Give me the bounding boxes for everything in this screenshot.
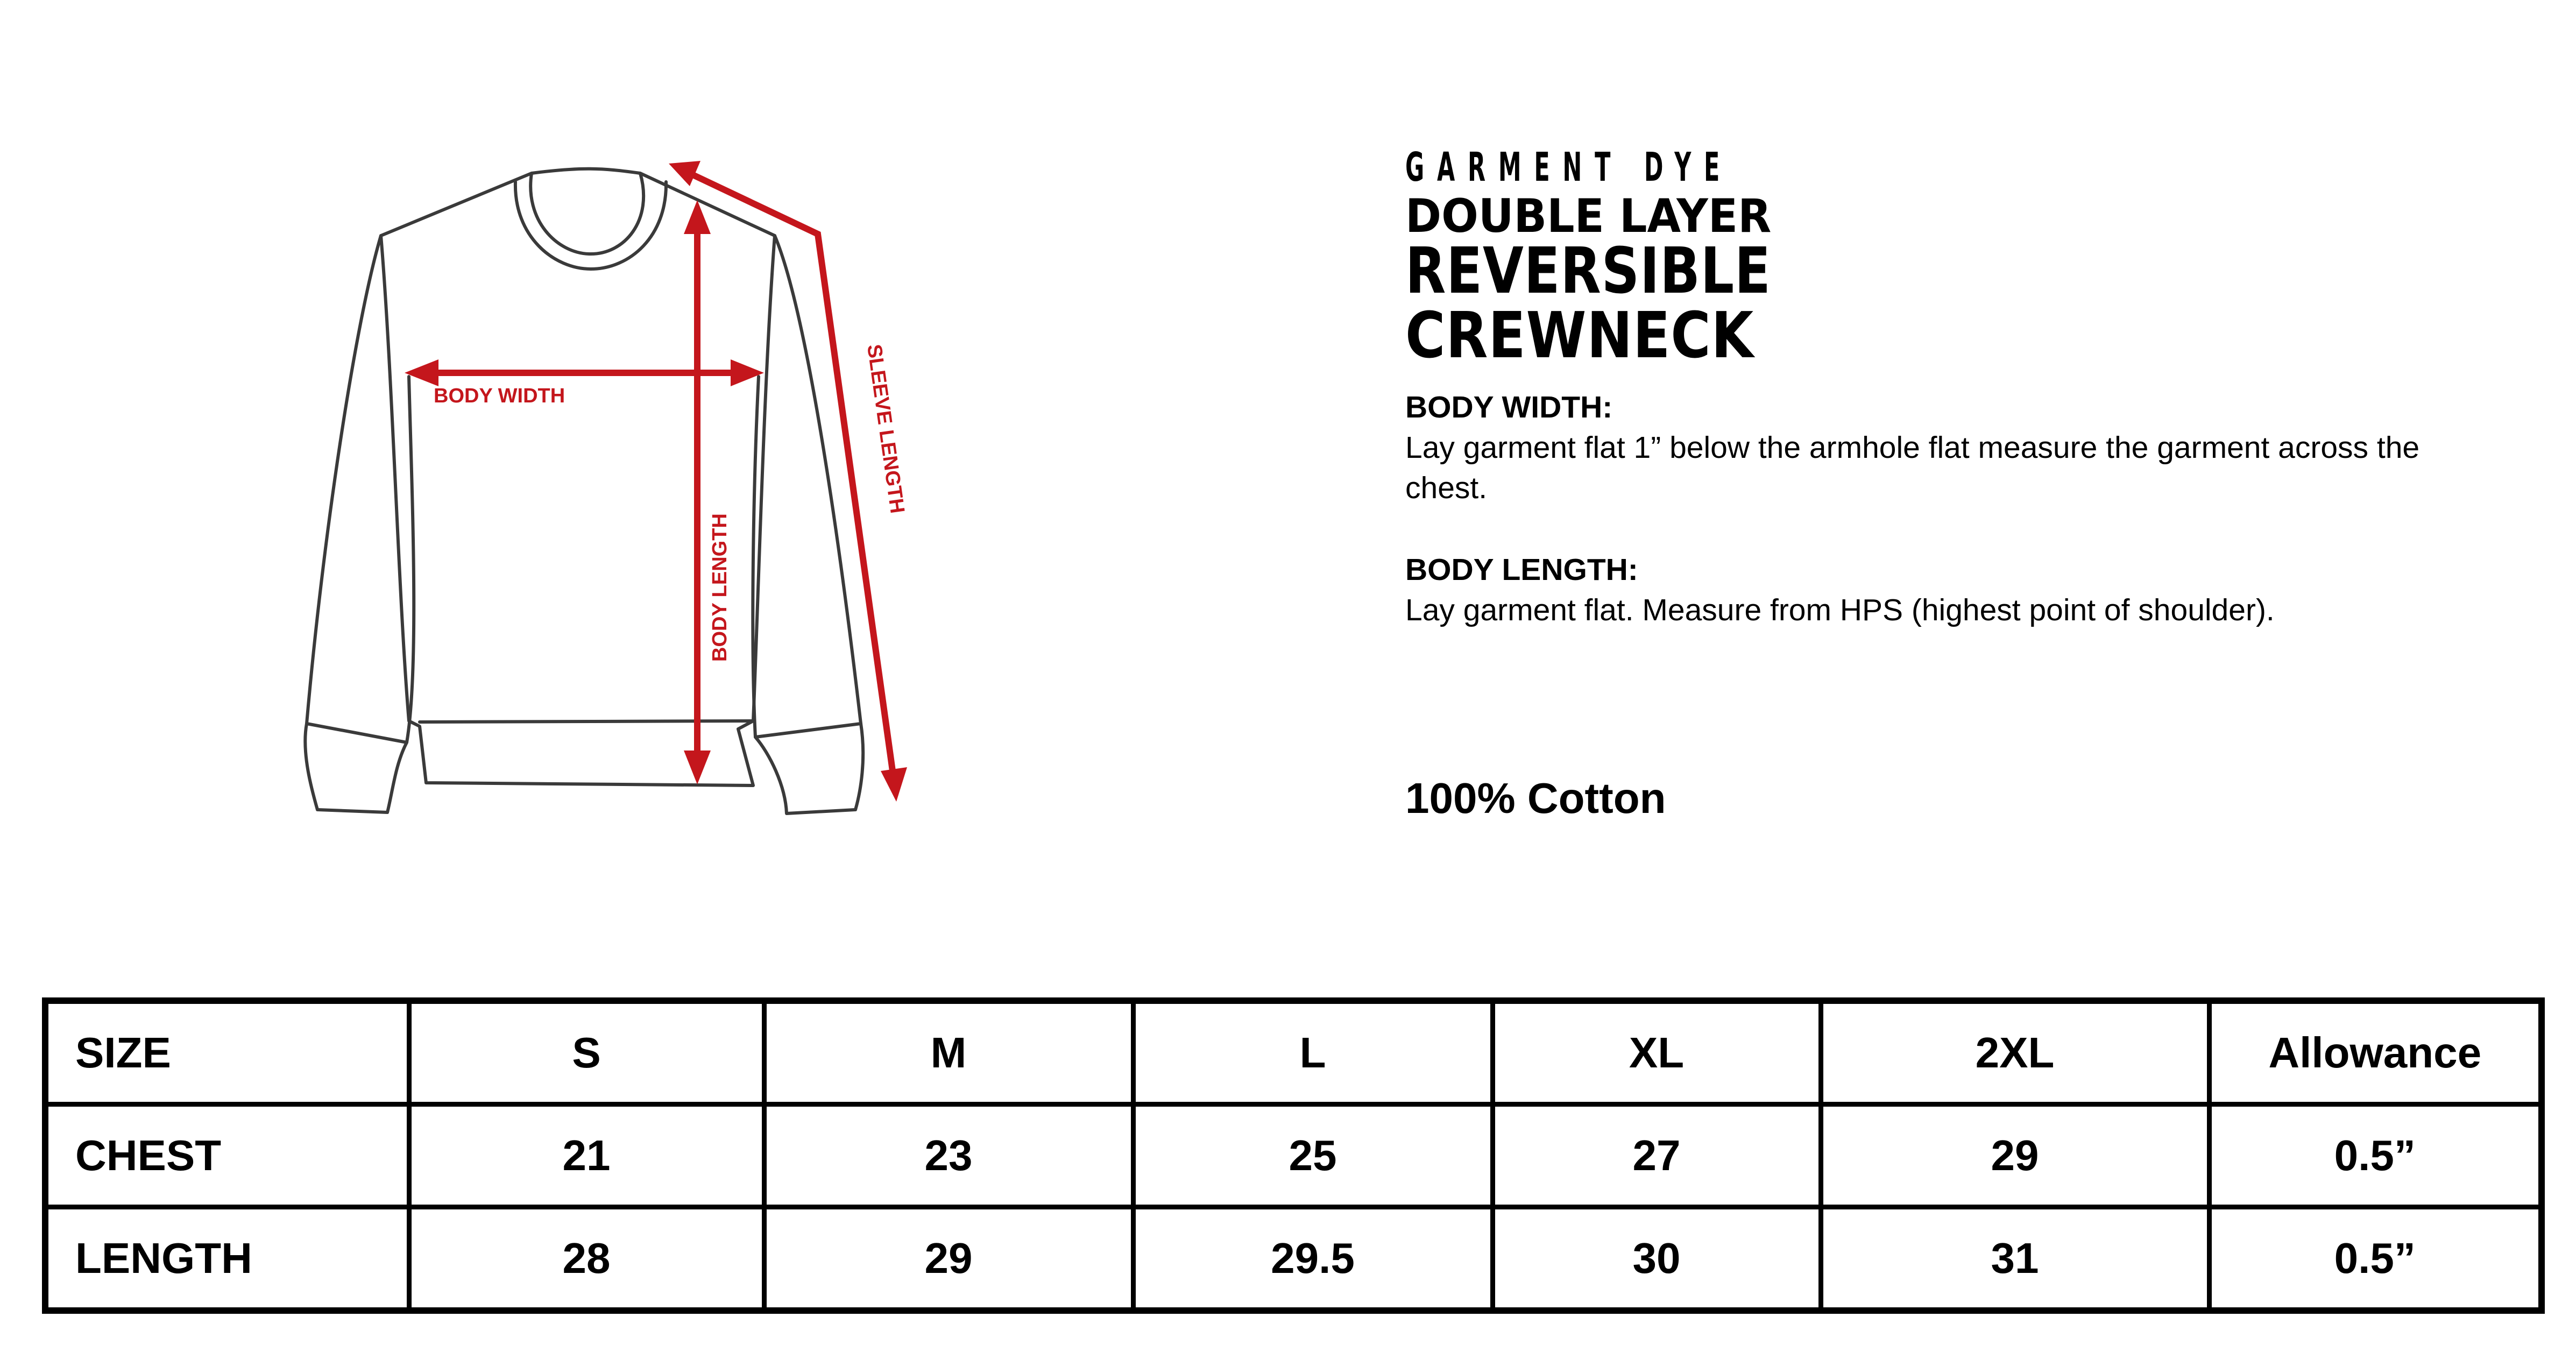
table-header-cell: SIZE [45,1001,409,1105]
table-cell: 30 [1492,1207,1821,1311]
product-title [1405,144,1970,372]
body-width-text: Lay garment flat 1” below the armhole flat measure the garment across the chest. [1405,430,2420,505]
body-width-heading: BODY WIDTH: [1405,390,1613,424]
body-length-label: BODY LENGTH [709,513,731,662]
table-cell: 29 [764,1207,1133,1311]
sleeve-length-arrow [694,175,893,775]
title-reversible: REVERSIBLE [1405,233,1771,308]
table-cell: 0.5” [2209,1105,2542,1207]
body-length-text: Lay garment flat. Measure from HPS (highest point of shoulder). [1405,593,2275,627]
table-cell: 28 [409,1207,764,1311]
table-header-cell: XL [1492,1001,1821,1105]
table-cell: 31 [1821,1207,2209,1311]
table-header-cell: S [409,1001,764,1105]
table-header-cell: M [764,1001,1133,1105]
table-cell: 23 [764,1105,1133,1207]
table-header-cell: L [1133,1001,1492,1105]
body-length-arrow-bottom-head [684,751,711,784]
table-row [45,1105,2542,1207]
sweater-outline [305,169,863,813]
table-cell: 25 [1133,1105,1492,1207]
table-header-cell: 2XL [1821,1001,2209,1105]
table-cell: 29 [1821,1105,2209,1207]
title-crewneck: CREWNECK [1405,298,1754,372]
table-cell: CHEST [45,1105,409,1207]
sleeve-length-arrow-bottom-head [881,767,907,802]
measurement-arrows [405,161,907,802]
table-cell: 29.5 [1133,1207,1492,1311]
table-row [45,1207,2542,1311]
title-garment-dye: GARMENT DYE [1405,144,1733,190]
body-length-instructions [1405,550,2508,631]
table-header-row [45,1001,2542,1105]
table-cell: LENGTH [45,1207,409,1311]
sleeve-length-label: SLEEVE LENGTH [862,343,909,515]
title-double-layer: DOUBLE LAYER [1405,189,1772,243]
size-chart-table [42,997,2545,1314]
table-cell: 21 [409,1105,764,1207]
table-header-cell: Allowance [2209,1001,2542,1105]
material-label: 100% Cotton [1405,774,1666,822]
table-cell: 0.5” [2209,1207,2542,1311]
table-cell: 27 [1492,1105,1821,1207]
body-width-label: BODY WIDTH [434,385,565,407]
body-width-instructions [1405,387,2508,508]
body-length-heading: BODY LENGTH: [1405,553,1638,587]
